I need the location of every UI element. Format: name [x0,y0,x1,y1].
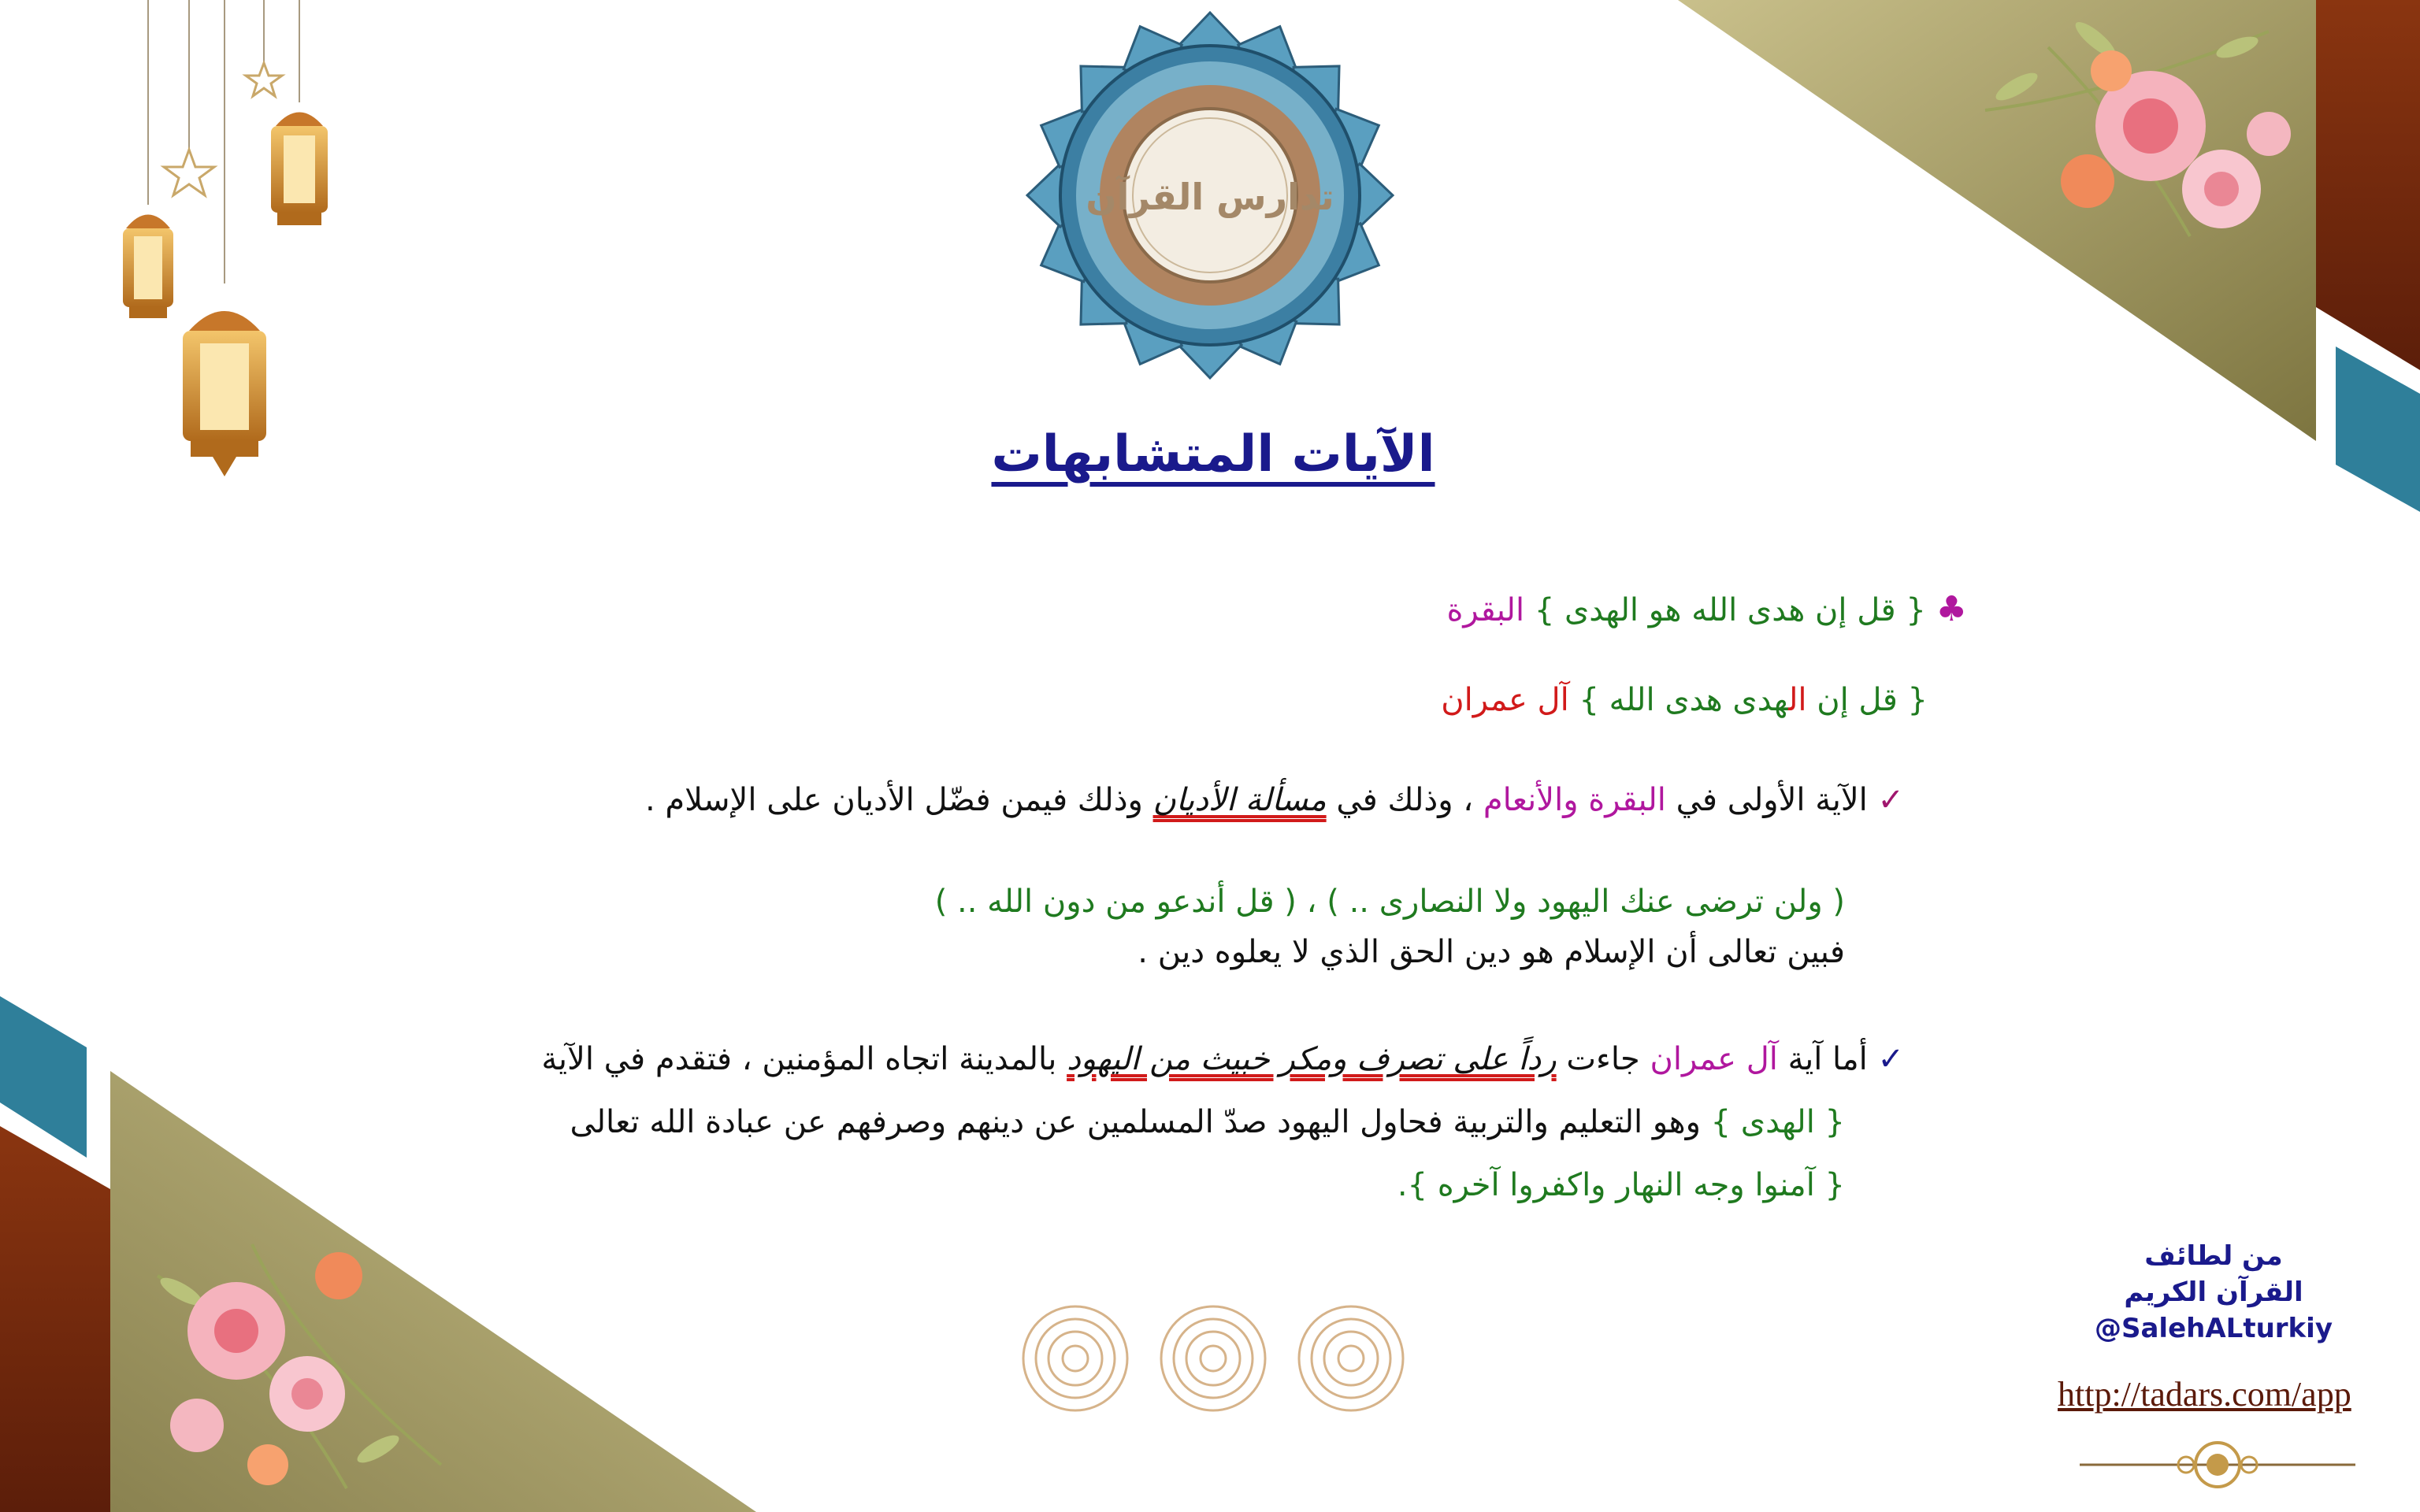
point-1-part1: الآية الأولى في [1665,782,1868,818]
check-icon: ✓ [1877,1041,1904,1077]
verse-2-surah: آل عمران [1441,682,1569,718]
credit-line2: القرآن الكريم [2124,1277,2303,1308]
point-1-quote [935,870,1845,984]
page-title: الآيات المتشابهات [991,425,1435,484]
club-icon: ♣ [1936,589,1967,629]
point-2-surah: آل عمران [1650,1041,1778,1077]
tadarus-logo [1021,6,1399,384]
point-2-underlined: رداً على تصرف ومكر خبيث من اليهود [1067,1041,1557,1077]
credit-block [2048,1240,2379,1344]
point-1-part2: ، وذلك في [1326,782,1483,818]
point-1-part3: وذلك فيمن فضّل الأديان على الإسلام . [644,782,1153,818]
credit-line1: من لطائف [2144,1240,2283,1272]
check-icon: ✓ [1877,782,1904,818]
point-1 [645,769,1904,832]
point-2-line3: { آمنوا وجه النهار واكفروا آخره }. [1397,1167,1845,1203]
point-1-surahs: البقرة والأنعام [1483,782,1666,818]
corner-brown-top-right [2316,0,2420,370]
point-2-line2-rest: وهو التعليم والتربية فحاول اليهود صدّ المسلمين عن دينهم وصرفهم عن عبادة الله تعالى [570,1104,1711,1140]
logo-text: تدارس القرآن [1086,176,1334,218]
tadars-link[interactable]: http://tadars.com/app [2058,1375,2351,1414]
point-2-part3: بالمدينة اتجاه المؤمنين ، فتقدم في الآية [541,1041,1067,1077]
corner-teal-bottom-left [0,996,87,1158]
hanging-lanterns-icon [102,0,354,488]
point-2-part2: جاءت [1556,1041,1650,1077]
verse-line-2 [1441,682,1928,718]
credit-handle: @SalehALturkiy [2095,1313,2333,1344]
flowers-top-right-icon [1954,0,2316,268]
mandala-ornaments-icon [1016,1299,1410,1418]
verse-2-open: { قل إن [1806,682,1928,718]
verse-2-rest: هدى هدى الله } [1579,682,1789,718]
verse-2-highlight: ال [1788,682,1807,718]
verse-1-text: { قل إن هدى الله هو الهدى } [1534,592,1926,628]
verse-line-1 [1446,589,1967,629]
point-1-quote-line1: ( ولن ترضى عنك اليهود ولا النصارى .. ) ، ( قل أندعو من دون الله .. ) [934,884,1845,920]
point-1-underlined: مسألة الأديان [1152,782,1327,818]
point-1-quote-line2: فبين تعالى أن الإسلام هو دين الحق الذي لا يعلوه دين . [1138,934,1845,970]
verse-1-surah: البقرة [1446,592,1525,628]
ornament-divider-icon [2072,1433,2363,1496]
point-2-line1 [541,1028,1904,1091]
point-2 [541,1028,1904,1217]
corner-brown-bottom-left [0,1126,110,1512]
point-2-line2 [541,1091,1904,1154]
point-2-line2-green: { الهدى } [1710,1104,1845,1140]
point-2-part1: أما آية [1777,1041,1868,1077]
corner-teal-top-right [2336,346,2420,512]
flowers-bottom-left-icon [142,1228,473,1512]
